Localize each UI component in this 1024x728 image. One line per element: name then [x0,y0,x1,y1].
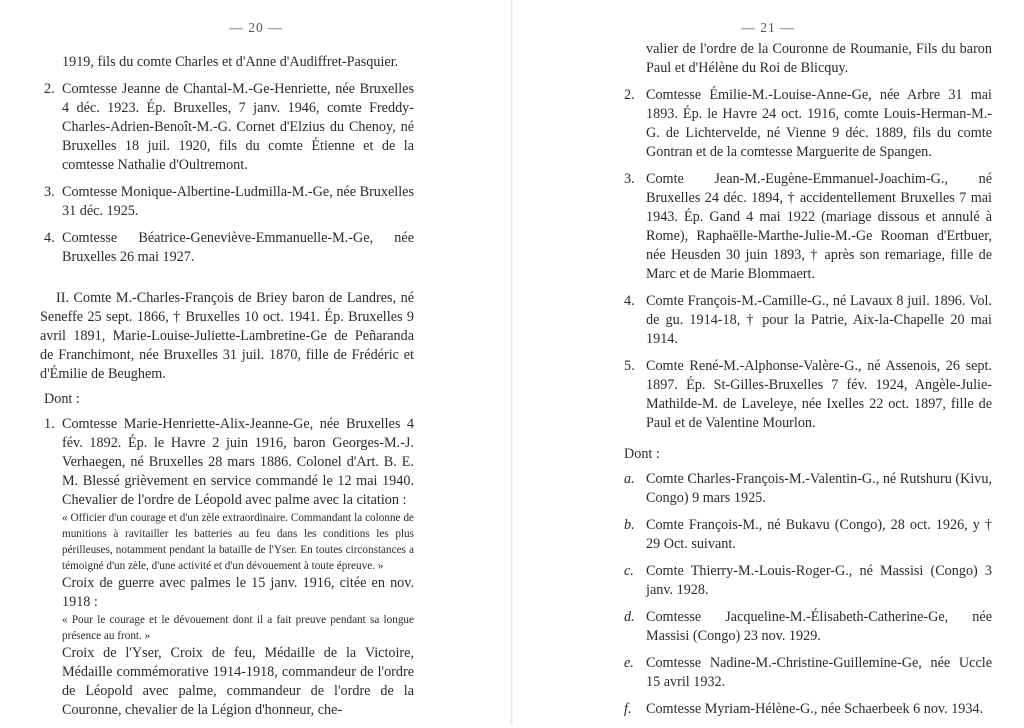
list-item [624,86,992,162]
right-column [624,40,992,727]
list-item [40,229,414,267]
continuation-text: valier de l'ordre de la Couronne de Roumanie, Fils du baron Paul et d'Hélène du Roi de Blicquy. [646,41,992,76]
item-number: 2. [624,87,635,103]
right-page [512,0,1024,725]
child-item [624,608,992,646]
dont-label: Dont : [624,446,660,462]
honours-text: Croix de l'Yser, Croix de feu, Médaille de la Victoire, Médaille commémorative 1914-1918, commandeur de l'ordre de Léopold avec palme, commandeur de l'ordre de la Couronne, chevalier de la Légion d'honneur, che- [62,645,414,718]
list-item [40,80,414,175]
item-text: Comtesse Émilie-M.-Louise-Anne-Ge, née Arbre 31 mai 1893. Ép. le Havre 24 oct. 1916, comte Louis-Herman-M.-G. de Lichtervelde, né Vienne 9 déc. 1889, fils du comte Gontran et de la comtesse Marguerite de Spangen. [646,87,992,160]
child-item [624,516,992,554]
item-text: Comtesse Nadine-M.-Christine-Guillemine-Ge, née Uccle 15 avril 1932. [646,655,992,690]
item-letter: d. [624,609,635,625]
list-item [40,183,414,221]
item-text: Comtesse Monique-Albertine-Ludmilla-M.-Ge, née Bruxelles 31 déc. 1925. [62,184,414,219]
item-text: Comtesse Jacqueline-M.-Élisabeth-Catherine-Ge, née Massisi (Congo) 23 nov. 1929. [646,609,992,644]
item-number: 3. [624,171,635,187]
list-item [624,170,992,284]
child-item [624,654,992,692]
citation-text-2: « Pour le courage et le dévouement dont il a fait preuve pendant sa longue présence au front. » [62,614,414,642]
page-number: — 20 — [229,20,283,35]
item-letter: f. [624,701,632,717]
page-number: — 21 — [741,20,795,35]
left-page [0,0,512,725]
item-text: Comte René-M.-Alphonse-Valère-G., né Assenois, 26 sept. 1897. Ép. St-Gilles-Bruxelles 7 fév. 1924, Angèle-Julie-Mathilde-M. de Laveleye, née Ixelles 22 oct. 1897, fille de Paul et de Valentine Mourlon. [646,358,992,431]
item-text: Comtesse Marie-Henriette-Alix-Jeanne-Ge, née Bruxelles 4 fév. 1892. Ép. le Havre 2 juin 1916, baron Georges-M.-J. Verhaegen, né Bruxelles 28 mars 1886. Colonel d'Art. B. E. M. Blessé grièvement en service commandé le 12 mai 1940. Chevalier de l'ordre de Léopold avec palme avec la citation : [62,416,414,508]
section-heading-paragraph: II. Comte M.-Charles-François de Briey baron de Landres, né Seneffe 25 sept. 1866, † Bruxelles 10 oct. 1941. Ép. Bruxelles 9 avril 1891, Marie-Louise-Juliette-Lambretine-Ge de Peñaranda de Franchimont, née Bruxelles 31 juil. 1870, fille de Frédéric et d'Émilie de Beughem. [40,290,414,382]
dont-label: Dont : [44,391,80,407]
item-text: Comte Jean-M.-Eugène-Emmanuel-Joachim-G., né Bruxelles 24 déc. 1894, † accidentellement Bruxelles 7 mai 1943. Ép. Gand 4 mai 1922 (mariage dissous et annulé à Rome), Raphaëlle-Marthe-Julie-M.-Ge Rooman d'Ertbuer, née Heusden 30 juin 1893, † après son remariage, fille de Marc et de Marie Blommaert. [646,171,992,282]
citation-text: « Officier d'un courage et d'un zèle extraordinaire. Commandant la colonne de munitions à ravitailler les batteries au feu dans les conditions les plus périlleuses, notamment pendant la bataille de l'Yser. En toutes circonstances a témoigné d'un zèle, d'une activité et d'un dévouement à toute épreuve. » [62,512,414,572]
item-text: Comte François-M., né Bukavu (Congo), 28 oct. 1926, y † 29 Oct. suivant. [646,517,992,552]
item-text: Comtesse Jeanne de Chantal-M.-Ge-Henriette, née Bruxelles 4 déc. 1923. Ép. Bruxelles, 7 janv. 1946, comte Freddy-Charles-Adrien-Benoît-M.-G. Cornet d'Elzius du Chenoy, né Bruxelles 18 juil. 1920, fils du comte Étienne et de la comtesse Nathalie d'Oultremont. [62,81,414,173]
list-item [624,292,992,349]
item-number: 5. [624,358,635,374]
continuation-text: 1919, fils du comte Charles et d'Anne d'Audiffret-Pasquier. [62,54,399,70]
list-item [624,357,992,433]
left-column [40,53,414,728]
item-letter: b. [624,517,635,533]
croix-text: Croix de guerre avec palmes le 15 janv. 1916, citée en nov. 1918 : [62,575,414,610]
item-letter: e. [624,655,634,671]
item-number: 4. [44,230,55,246]
item-letter: c. [624,563,634,579]
item-number: 2. [44,81,55,97]
item-number: 4. [624,293,635,309]
item-letter: a. [624,471,635,487]
child-item [624,562,992,600]
list-item [40,415,414,720]
item-number: 1. [44,416,55,432]
child-item [624,700,992,719]
item-text: Comte Thierry-M.-Louis-Roger-G., né Massisi (Congo) 3 janv. 1928. [646,563,992,598]
item-text: Comtesse Béatrice-Geneviève-Emmanuelle-M.-Ge, née Bruxelles 26 mai 1927. [62,230,414,265]
child-item [624,470,992,508]
item-text: Comte Charles-François-M.-Valentin-G., né Rutshuru (Kivu, Congo) 9 mars 1925. [646,471,992,506]
item-text: Comtesse Myriam-Hélène-G., née Schaerbeek 6 nov. 1934. [646,701,984,717]
item-number: 3. [44,184,55,200]
item-text: Comte François-M.-Camille-G., né Lavaux 8 juil. 1896. Vol. de gu. 1914-18, † pour la Patrie, Aix-la-Chapelle 20 mai 1914. [646,293,992,347]
